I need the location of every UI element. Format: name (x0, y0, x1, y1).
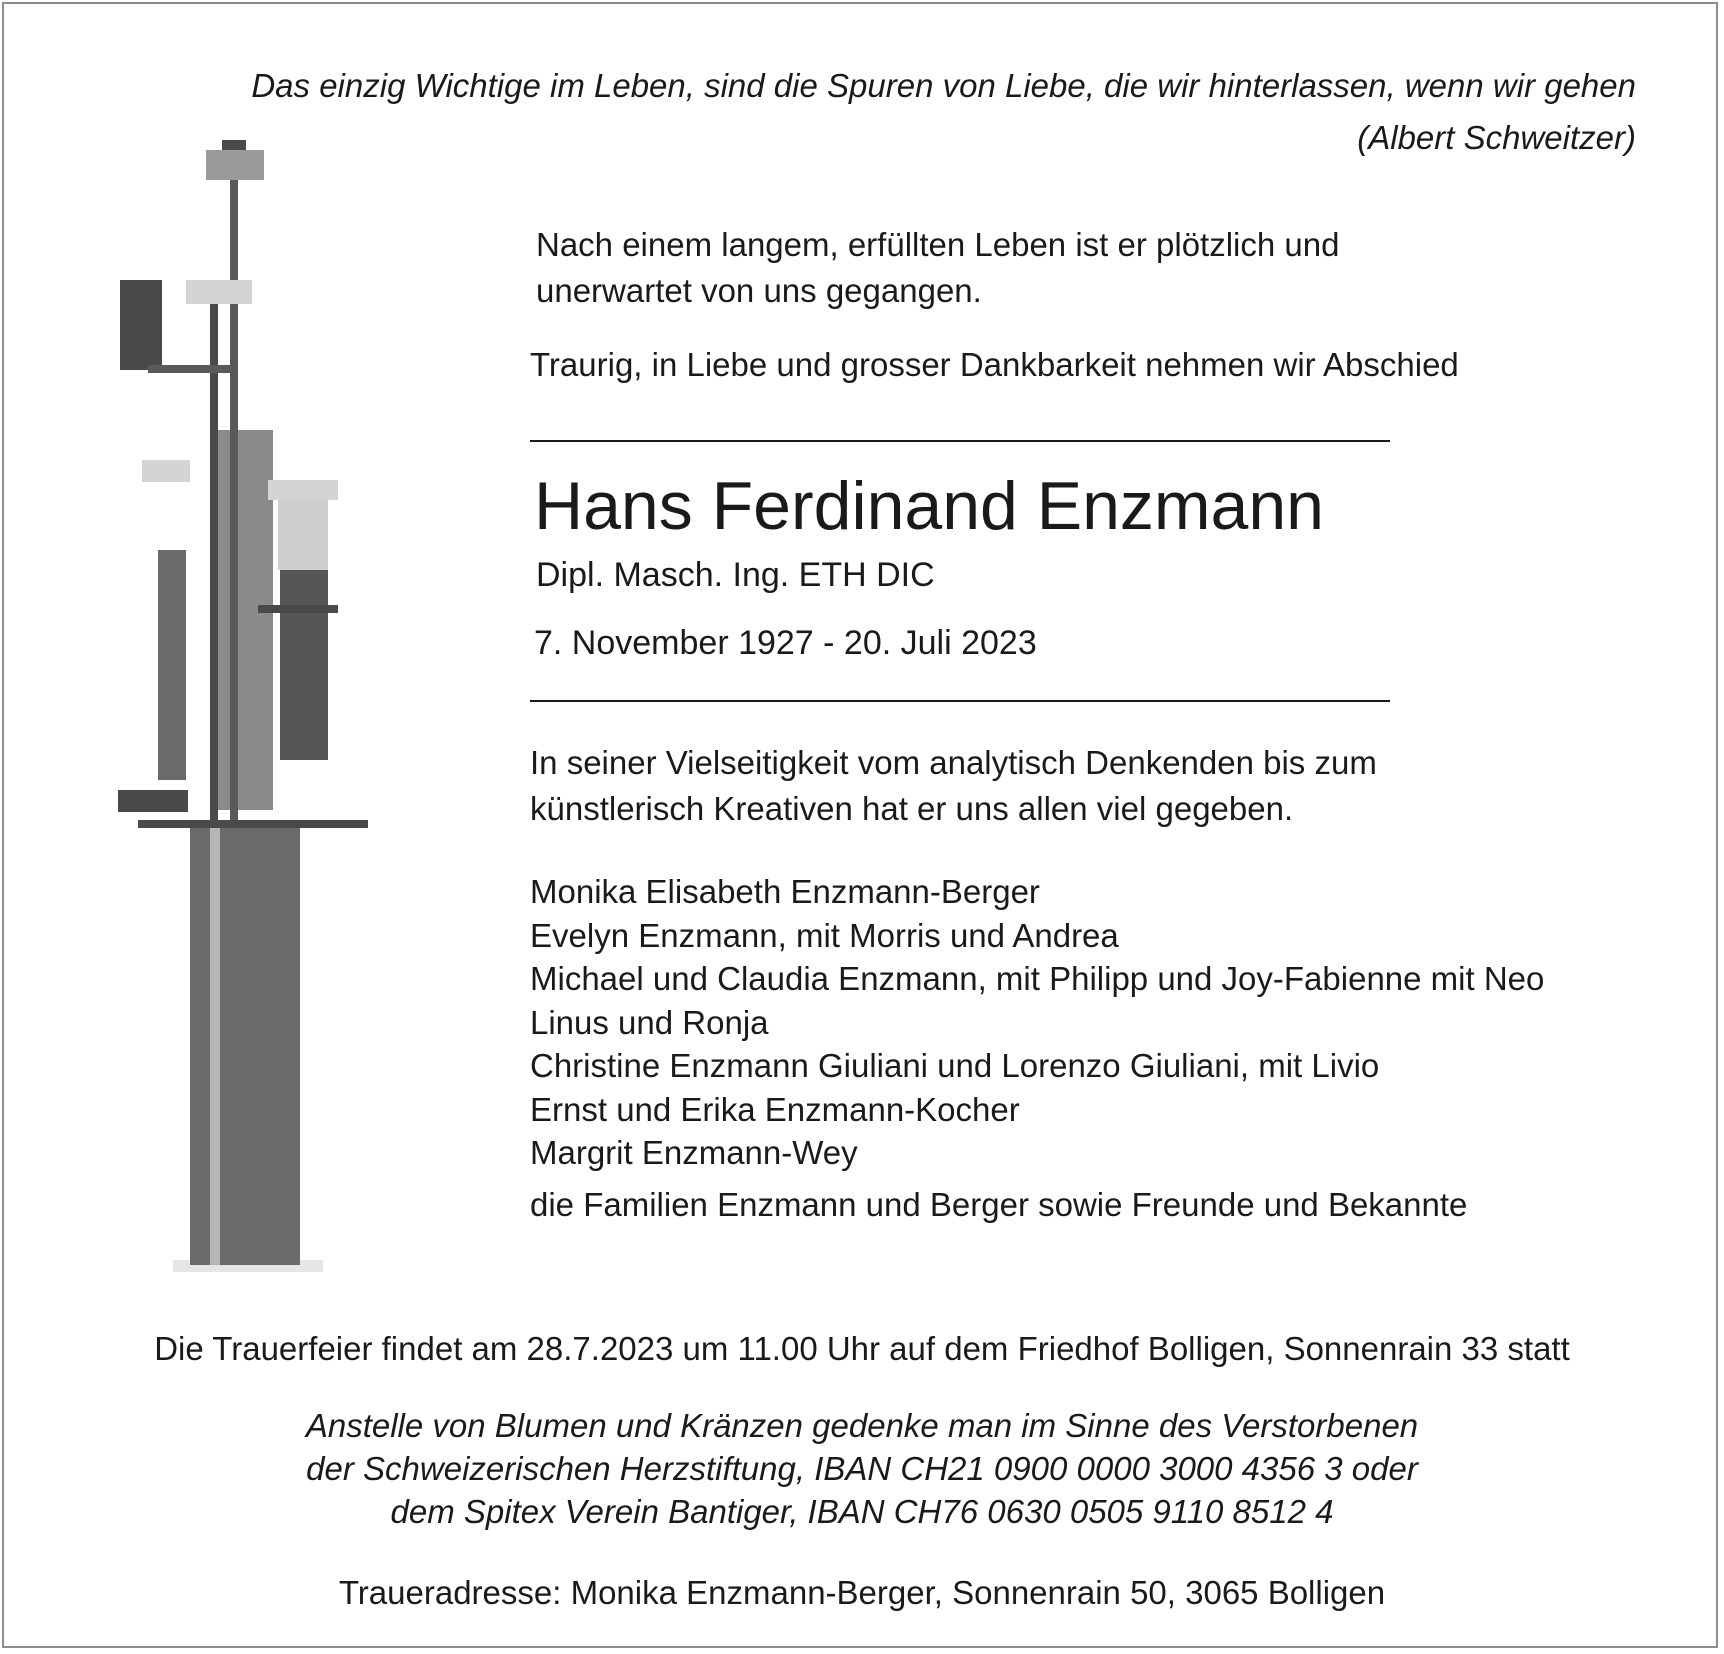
sculpture-top-cap (222, 140, 246, 150)
ceremony-info: Die Trauerfeier findet am 28.7.2023 um 11.00 Uhr auf dem Friedhof Bolligen, Sonnenrain 33 statt (154, 1330, 1570, 1367)
sculpture-platform (138, 820, 368, 828)
mourner-entry: Ernst und Erika Enzmann-Kocher (530, 1090, 1020, 1128)
deceased-title: Dipl. Masch. Ing. ETH DIC (536, 556, 935, 594)
sculpture-mesh-cylinder (213, 430, 273, 810)
deceased-dates: 7. November 1927 - 20. Juli 2023 (534, 624, 1037, 662)
mourner-entry: Monika Elisabeth Enzmann-Berger (530, 873, 1040, 910)
sculpture-right-body (278, 500, 328, 570)
sculpture-spiral (158, 550, 186, 780)
sculpture-rod-right (230, 180, 238, 820)
sculpture-column-highlight (210, 820, 220, 1265)
intro-text (536, 222, 1339, 314)
mourner-entry: Michael und Claudia Enzmann, mit Philipp und Joy-Fabienne mit Neo (530, 960, 1545, 997)
mourner-entry: Margrit Enzmann-Wey (530, 1134, 858, 1171)
tribute-text (530, 740, 1377, 832)
farewell-text: Traurig, in Liebe und grosser Dankbarkeit nehmen wir Abschied (530, 346, 1459, 383)
sculpture-left-wheel (142, 460, 190, 482)
epigraph-quote (251, 60, 1636, 164)
mourners-list (530, 870, 1544, 1175)
sculpture-right-ring (258, 605, 338, 613)
sculpture-column (190, 820, 300, 1265)
mourner-entry: Evelyn Enzmann, mit Morris und Andrea (530, 916, 1119, 954)
intro-line: unerwartet von uns gegangen. (536, 272, 982, 309)
sculpture-rod-left (210, 300, 218, 820)
donation-line: der Schweizerischen Herzstiftung, IBAN CH21 0900 0000 3000 4356 3 oder (306, 1450, 1418, 1487)
quote-author: (Albert Schweitzer) (1357, 119, 1636, 156)
sculpture-upper-wheel (186, 280, 252, 304)
mourner-entry: Christine Enzmann Giuliani und Lorenzo Giuliani, mit Livio (530, 1047, 1380, 1084)
donation-line: dem Spitex Verein Bantiger, IBAN CH76 0630 0505 9110 8512 4 (390, 1493, 1334, 1530)
sculpture-left-fixture (120, 280, 162, 370)
donation-line: Anstelle von Blumen und Kränzen gedenke man im Sinne des Verstorbenen (305, 1407, 1419, 1444)
donation-request (0, 1404, 1724, 1533)
intro-line: Nach einem langem, erfüllten Leben ist er plötzlich und (536, 226, 1340, 263)
families-line: die Familien Enzmann und Berger sowie Freunde und Bekannte (530, 1186, 1468, 1223)
mourner-entry: Linus und Ronja (530, 1003, 769, 1041)
sculpture-lower-bracket (118, 790, 188, 812)
sculpture-image (118, 140, 398, 1290)
sculpture-top-gear (206, 150, 264, 180)
divider-bottom (530, 700, 1390, 702)
tribute-line: künstlerisch Kreativen hat er uns allen viel gegeben. (530, 790, 1294, 827)
sculpture-arm (148, 365, 238, 373)
sculpture-right-cap (268, 480, 338, 500)
tribute-line: In seiner Vielseitigkeit vom analytisch Denkenden bis zum (530, 744, 1377, 781)
sculpture-right-cylinder (280, 570, 328, 760)
deceased-name: Hans Ferdinand Enzmann (534, 468, 1325, 544)
quote-text: Das einzig Wichtige im Leben, sind die Spuren von Liebe, die wir hinterlassen, wenn wir gehen (251, 67, 1636, 104)
mourning-address: Traueradresse: Monika Enzmann-Berger, Sonnenrain 50, 3065 Bolligen (338, 1574, 1386, 1611)
divider-top (530, 440, 1390, 442)
